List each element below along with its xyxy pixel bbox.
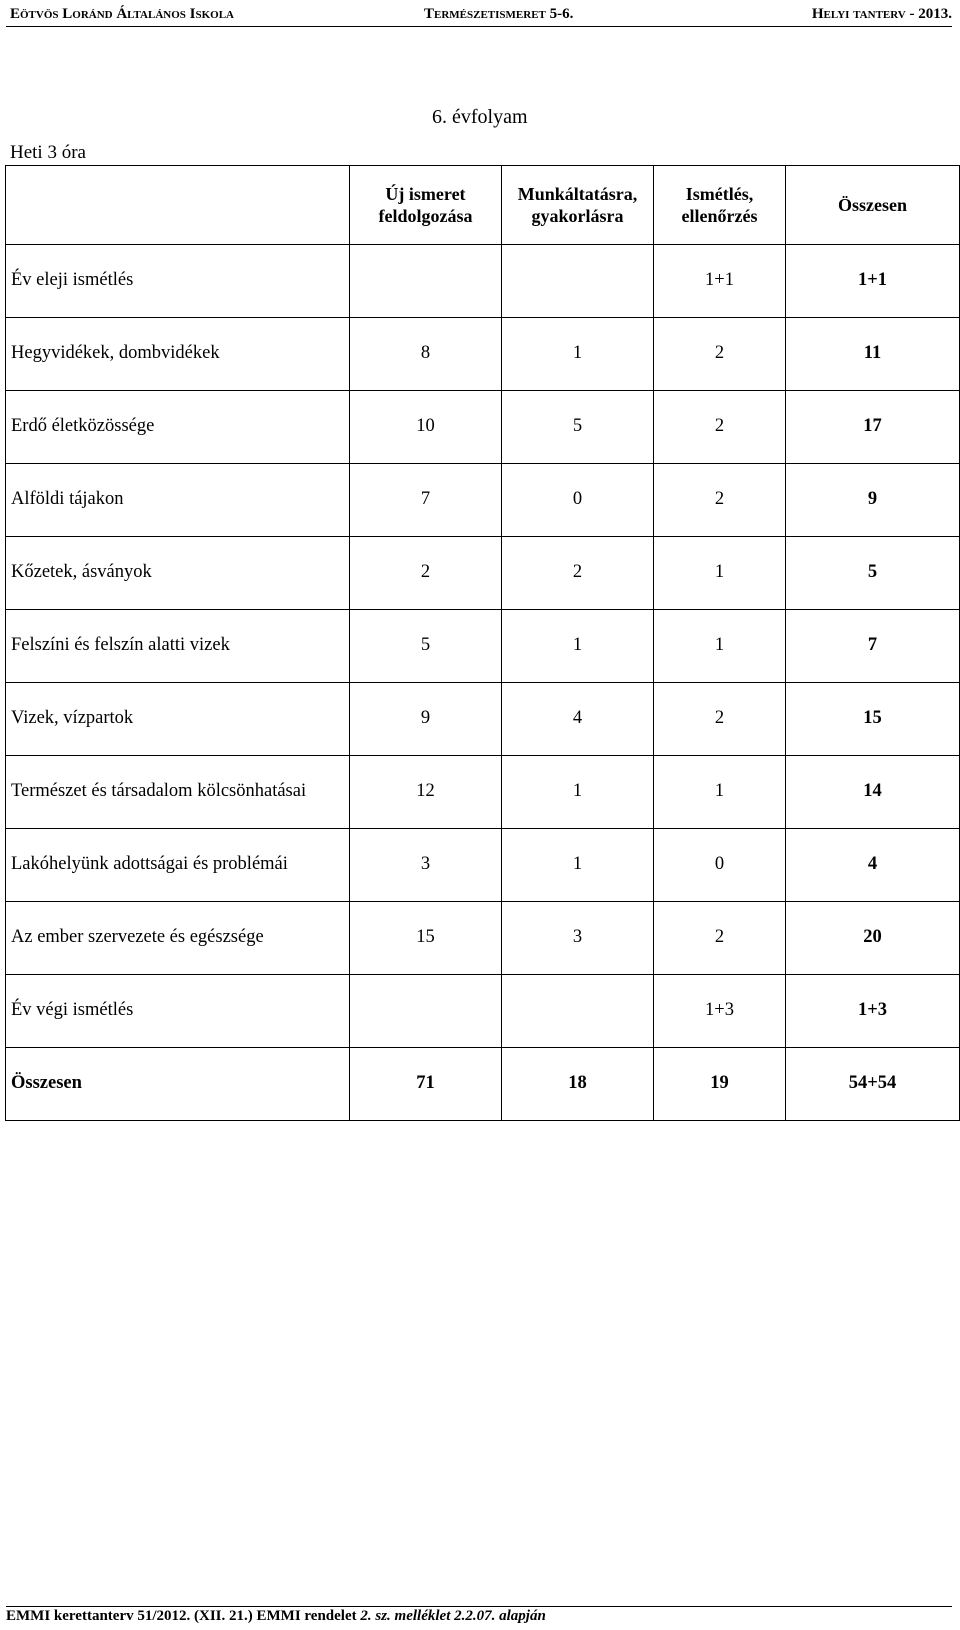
- total-cell: 54+54: [786, 1048, 960, 1121]
- new-cell: 9: [350, 683, 502, 756]
- total-cell: 1+1: [786, 245, 960, 318]
- topic-cell: Vizek, vízpartok: [6, 683, 350, 756]
- review-cell: 1: [654, 756, 786, 829]
- header-cell-total: Összesen: [786, 166, 960, 245]
- new-cell: 3: [350, 829, 502, 902]
- page-header: [6, 6, 952, 26]
- table-header-row: [6, 166, 960, 245]
- header-divider: [6, 26, 952, 27]
- new-cell: 2: [350, 537, 502, 610]
- total-cell: 15: [786, 683, 960, 756]
- review-cell: 2: [654, 683, 786, 756]
- practice-cell: 1: [502, 756, 654, 829]
- practice-cell: [502, 975, 654, 1048]
- review-cell: 1: [654, 537, 786, 610]
- total-cell: 11: [786, 318, 960, 391]
- table-row: [6, 391, 960, 464]
- header-cell-topic: [6, 166, 350, 245]
- topic-cell: Felszíni és felszín alatti vizek: [6, 610, 350, 683]
- new-cell: 7: [350, 464, 502, 537]
- topic-cell: Az ember szervezete és egészsége: [6, 902, 350, 975]
- table-row: [6, 245, 960, 318]
- plan-name: Helyi tanterv - 2013.: [811, 6, 952, 22]
- footer-italic-text: 2. sz. melléklet 2.2.07. alapján: [360, 1608, 546, 1624]
- review-cell: 2: [654, 902, 786, 975]
- topic-cell: Alföldi tájakon: [6, 464, 350, 537]
- topic-cell: Lakóhelyünk adottságai és problémái: [6, 829, 350, 902]
- practice-cell: 1: [502, 610, 654, 683]
- header-cell-new: Új ismeret feldolgozása: [350, 166, 502, 245]
- table-row: [6, 537, 960, 610]
- table-row: [6, 610, 960, 683]
- topic-cell: Természet és társadalom kölcsönhatásai: [6, 756, 350, 829]
- new-cell: [350, 975, 502, 1048]
- practice-cell: 18: [502, 1048, 654, 1121]
- total-cell: 14: [786, 756, 960, 829]
- practice-cell: [502, 245, 654, 318]
- review-cell: 2: [654, 391, 786, 464]
- new-cell: 8: [350, 318, 502, 391]
- review-cell: 19: [654, 1048, 786, 1121]
- table-row: [6, 318, 960, 391]
- new-cell: 10: [350, 391, 502, 464]
- total-cell: 7: [786, 610, 960, 683]
- new-cell: 12: [350, 756, 502, 829]
- total-cell: 17: [786, 391, 960, 464]
- topic-cell: Év végi ismétlés: [6, 975, 350, 1048]
- new-cell: [350, 245, 502, 318]
- new-cell: 15: [350, 902, 502, 975]
- table-row: [6, 464, 960, 537]
- table-row: [6, 756, 960, 829]
- grade-title: 6. évfolyam: [432, 106, 528, 128]
- topic-cell: Hegyvidékek, dombvidékek: [6, 318, 350, 391]
- header-cell-practice: Munkáltatásra, gyakorlásra: [502, 166, 654, 245]
- table-row: [6, 975, 960, 1048]
- lesson-plan-table: [5, 165, 960, 1121]
- table-row: [6, 829, 960, 902]
- practice-cell: 0: [502, 464, 654, 537]
- weekly-hours: Heti 3 óra: [10, 142, 86, 163]
- new-cell: 5: [350, 610, 502, 683]
- practice-cell: 1: [502, 318, 654, 391]
- practice-cell: 2: [502, 537, 654, 610]
- total-cell: 9: [786, 464, 960, 537]
- table-summary-row: [6, 1048, 960, 1121]
- practice-cell: 5: [502, 391, 654, 464]
- total-cell: 4: [786, 829, 960, 902]
- subject-name: Természetismeret 5-6.: [424, 6, 574, 22]
- total-cell: 20: [786, 902, 960, 975]
- review-cell: 1+3: [654, 975, 786, 1048]
- total-cell: 1+3: [786, 975, 960, 1048]
- review-cell: 2: [654, 318, 786, 391]
- footer-divider: [6, 1606, 952, 1607]
- new-cell: 71: [350, 1048, 502, 1121]
- school-name: Eötvös Loránd Általános Iskola: [10, 6, 234, 22]
- page-footer: [6, 1608, 546, 1625]
- review-cell: 1: [654, 610, 786, 683]
- table-row: [6, 683, 960, 756]
- topic-cell: Kőzetek, ásványok: [6, 537, 350, 610]
- footer-main-text: EMMI kerettanterv 51/2012. (XII. 21.) EMMI rendelet: [6, 1608, 357, 1624]
- table-row: [6, 902, 960, 975]
- practice-cell: 3: [502, 902, 654, 975]
- review-cell: 1+1: [654, 245, 786, 318]
- practice-cell: 1: [502, 829, 654, 902]
- total-cell: 5: [786, 537, 960, 610]
- practice-cell: 4: [502, 683, 654, 756]
- review-cell: 0: [654, 829, 786, 902]
- review-cell: 2: [654, 464, 786, 537]
- header-cell-review: Ismétlés, ellenőrzés: [654, 166, 786, 245]
- topic-cell: Év eleji ismétlés: [6, 245, 350, 318]
- topic-cell: Összesen: [6, 1048, 350, 1121]
- topic-cell: Erdő életközössége: [6, 391, 350, 464]
